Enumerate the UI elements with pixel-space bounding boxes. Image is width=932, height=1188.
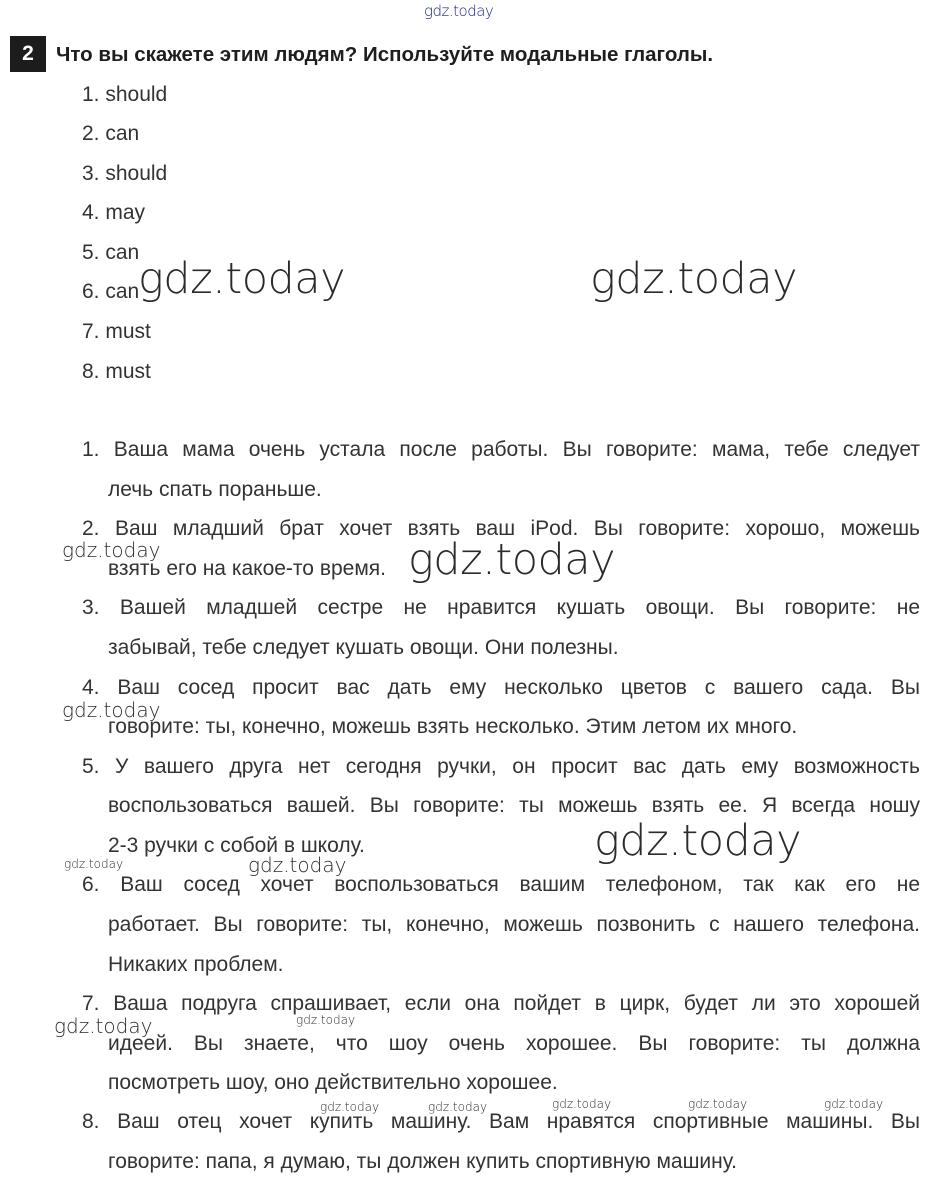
translation-line: посмотреть шоу, оно действительно хорошее. — [108, 1071, 558, 1094]
watermark: gdz.today — [54, 1014, 153, 1038]
answer-item: 3. should — [82, 162, 168, 185]
translation-line: 4. Ваш сосед просит вас дать ему несколько цветов с вашего сада. Вы — [82, 676, 920, 699]
answer-item: 7. must — [82, 320, 151, 343]
translation-line: Никаких проблем. — [108, 953, 284, 976]
watermark: gdz.today — [320, 1100, 380, 1114]
watermark: gdz.today — [64, 857, 124, 871]
translation-line: говорите: папа, я думаю, ты должен купить спортивную машину. — [108, 1150, 737, 1173]
translation-line: забывай, тебе следует кушать овощи. Они полезны. — [108, 636, 619, 659]
watermark: gdz.today — [688, 1097, 748, 1111]
translation-line: 2-3 ручки с собой в школу. — [108, 834, 365, 857]
answer-item: 6. can — [82, 280, 140, 303]
watermark: gdz.today — [428, 1100, 488, 1114]
translation-line: 3. Вашей младшей сестре не нравится кушать овощи. Вы говорите: не — [82, 596, 920, 619]
translation-line: 5. У вашего друга нет сегодня ручки, он просит вас дать ему возможность — [82, 755, 920, 778]
translation-line: говорите: ты, конечно, можешь взять несколько. Этим летом их много. — [108, 715, 798, 738]
answer-item: 8. must — [82, 360, 151, 383]
watermark: gdz.today — [248, 853, 347, 877]
answer-item: 2. can — [82, 122, 140, 145]
watermark-top: gdz.today — [424, 2, 494, 20]
watermark: gdz.today — [594, 816, 802, 866]
answer-item: 5. can — [82, 241, 140, 264]
answer-item: 4. may — [82, 201, 146, 224]
watermark: gdz.today — [296, 1013, 356, 1027]
translation-line: идеей. Вы знаете, что шоу очень хорошее. Вы говорите: ты должна — [108, 1032, 920, 1055]
exercise-title: Что вы скажете этим людям? Используйте модальные глаголы. — [56, 43, 714, 66]
watermark: gdz.today — [138, 254, 346, 304]
translation-line: 2. Ваш младший брат хочет взять ваш iPod. Вы говорите: хорошо, можешь — [82, 517, 920, 540]
translation-line: работает. Вы говорите: ты, конечно, можешь позвонить с нашего телефона. — [108, 913, 920, 936]
translation-line: 7. Ваша подруга спрашивает, если она пойдет в цирк, будет ли это хорошей — [82, 992, 920, 1015]
translation-line: 1. Ваша мама очень устала после работы. Вы говорите: мама, тебе следует — [82, 438, 920, 461]
translation-line: взять его на какое-то время. — [108, 557, 386, 580]
translation-line: лечь спать пораньше. — [108, 478, 322, 501]
watermark: gdz.today — [408, 535, 616, 585]
watermark: gdz.today — [62, 538, 161, 562]
watermark: gdz.today — [552, 1097, 612, 1111]
exercise-number-badge: 2 — [10, 36, 46, 72]
watermark: gdz.today — [590, 254, 798, 304]
translation-line: 8. Ваш отец хочет купить машину. Вам нравятся спортивные машины. Вы — [82, 1110, 920, 1133]
watermark: gdz.today — [824, 1097, 884, 1111]
translation-line: 6. Ваш сосед хочет воспользоваться вашим телефоном, так как его не — [82, 873, 920, 896]
watermark: gdz.today — [62, 698, 161, 722]
translation-line: воспользоваться вашей. Вы говорите: ты можешь взять ее. Я всегда ношу — [108, 794, 920, 817]
answer-item: 1. should — [82, 83, 168, 106]
